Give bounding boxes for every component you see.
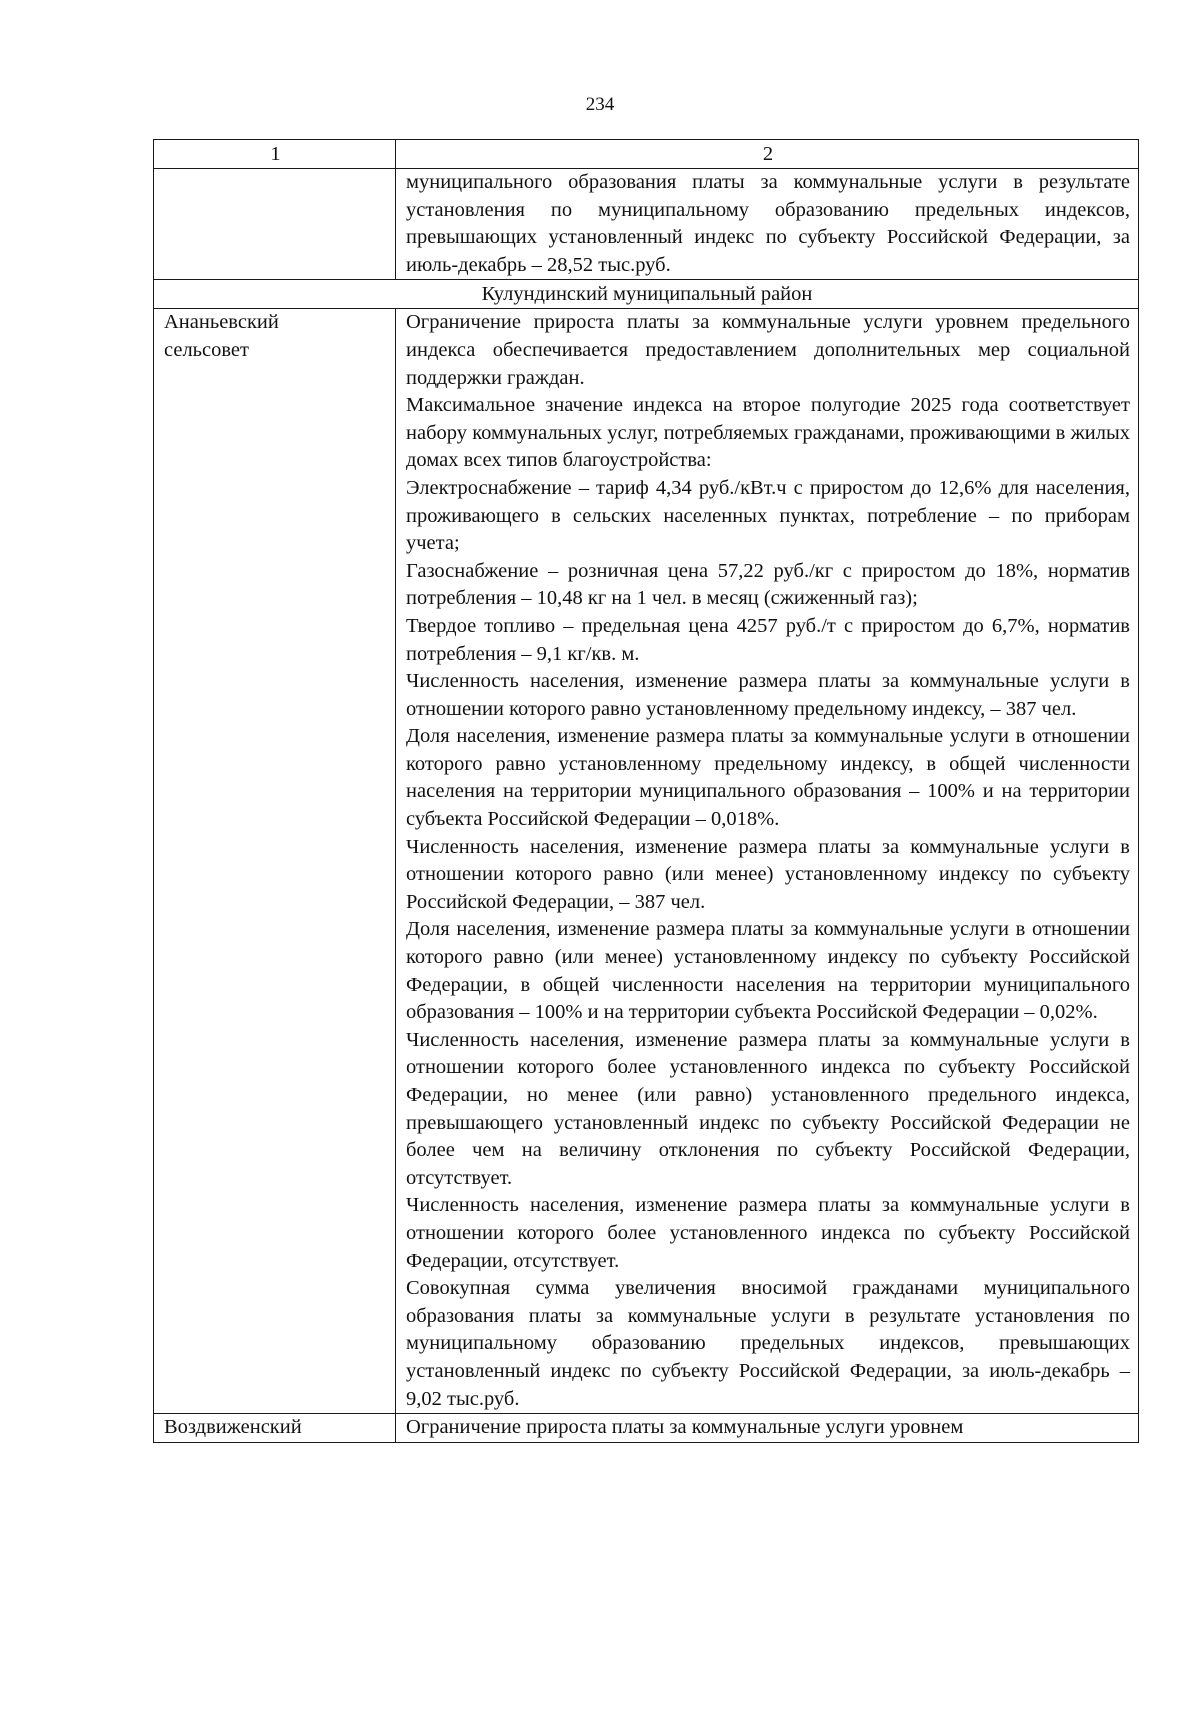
continuation-text-cell xyxy=(396,169,1139,280)
table-row xyxy=(154,1414,1139,1443)
description-paragraph: Максимальное значение индекса на второе полугодие 2025 года соответствует набору коммунальных услуг, потребляемых гражданами, проживающими в жилых домах всех типов благоустройства: xyxy=(406,394,1130,472)
table-row xyxy=(154,309,1139,1414)
continuation-paragraph: муниципального образования платы за коммунальные услуги в результате установления по муниципальному образованию предельных индексов, превышающих установленный индекс по субъекту Российской Федерации, за июль-декабрь – 28,52 тыс.руб. xyxy=(406,171,1130,276)
description-paragraph: Численность населения, изменение размера платы за коммунальные услуги в отношении которого более установленного индекса по субъекту Российской Федерации, отсутствует. xyxy=(406,1194,1130,1272)
description-paragraph: Ограничение прироста платы за коммунальные услуги уровнем xyxy=(406,1416,964,1439)
municipality-description-cell xyxy=(396,309,1139,1414)
column-header-2: 2 xyxy=(396,140,1139,169)
municipality-name-cell xyxy=(154,309,396,1414)
municipality-name-line: Ананьевский xyxy=(164,311,279,334)
description-paragraph: Ограничение прироста платы за коммунальные услуги уровнем предельного индекса обеспечивается предоставлением дополнительных мер социальной поддержки граждан. xyxy=(406,311,1130,389)
column-header-1: 1 xyxy=(154,140,396,169)
description-paragraph: Численность населения, изменение размера платы за коммунальные услуги в отношении которого равно (или менее) установленному индексу по субъекту Российской Федерации, – 387 чел. xyxy=(406,835,1130,913)
municipality-name-line: сельсовет xyxy=(164,338,249,361)
municipality-name-line: Воздвиженский xyxy=(164,1416,302,1439)
description-paragraph: Совокупная сумма увеличения вносимой гражданами муниципального образования платы за коммунальные услуги в результате установления по муниципальному образованию предельных индексов, превышающих установленный индекс по субъекту Российской Федерации, за июль-декабрь – 9,02 тыс.руб. xyxy=(406,1277,1130,1410)
table-header-row xyxy=(154,140,1139,169)
description-paragraph: Твердое топливо – предельная цена 4257 руб./т с приростом до 6,7%, норматив потребления – 9,1 кг/кв. м. xyxy=(406,614,1130,665)
section-title: Кулундинский муниципальный район xyxy=(154,280,1139,309)
description-paragraph: Электроснабжение – тариф 4,34 руб./кВт.ч с приростом до 12,6% для населения, проживающего в сельских населенных пунктах, потребление – по приборам учета; xyxy=(406,476,1130,555)
description-paragraph: Численность населения, изменение размера платы за коммунальные услуги в отношении которого равно установленному предельному индексу, – 387 чел. xyxy=(406,670,1130,720)
description-paragraph: Газоснабжение – розничная цена 57,22 руб./кг с приростом до 18%, норматив потребления – 10,48 кг на 1 чел. в месяц (сжиженный газ); xyxy=(406,559,1130,610)
section-row xyxy=(154,280,1139,309)
description-paragraph: Численность населения, изменение размера платы за коммунальные услуги в отношении которого более установленного индекса по субъекту Российской Федерации, но менее (или равно) установленного предельного индекса, превышающего установленный индекс по субъекту Российской Федерации не более чем на величину отклонения по субъекту Российской Федерации, отсутствует. xyxy=(406,1028,1130,1189)
table-row xyxy=(154,169,1139,280)
page-number: 234 xyxy=(585,94,615,115)
municipality-name-cell xyxy=(154,1414,396,1443)
municipality-description-cell xyxy=(396,1414,1139,1443)
description-paragraph: Доля населения, изменение размера платы за коммунальные услуги в отношении которого равно установленному предельному индексу, в общей численности населения на территории муниципального образования – 100% и на территории субъекта Российской Федерации – 0,018%. xyxy=(406,725,1130,831)
description-paragraph: Доля населения, изменение размера платы за коммунальные услуги в отношении которого равно (или менее) установленному индексу по субъекту Российской Федерации, в общей численности населения на территории муниципального образования – 100% и на территории субъекта Российской Федерации – 0,02%. xyxy=(406,918,1130,1024)
empty-name-cell xyxy=(154,169,396,280)
utility-index-table xyxy=(153,139,1139,1443)
